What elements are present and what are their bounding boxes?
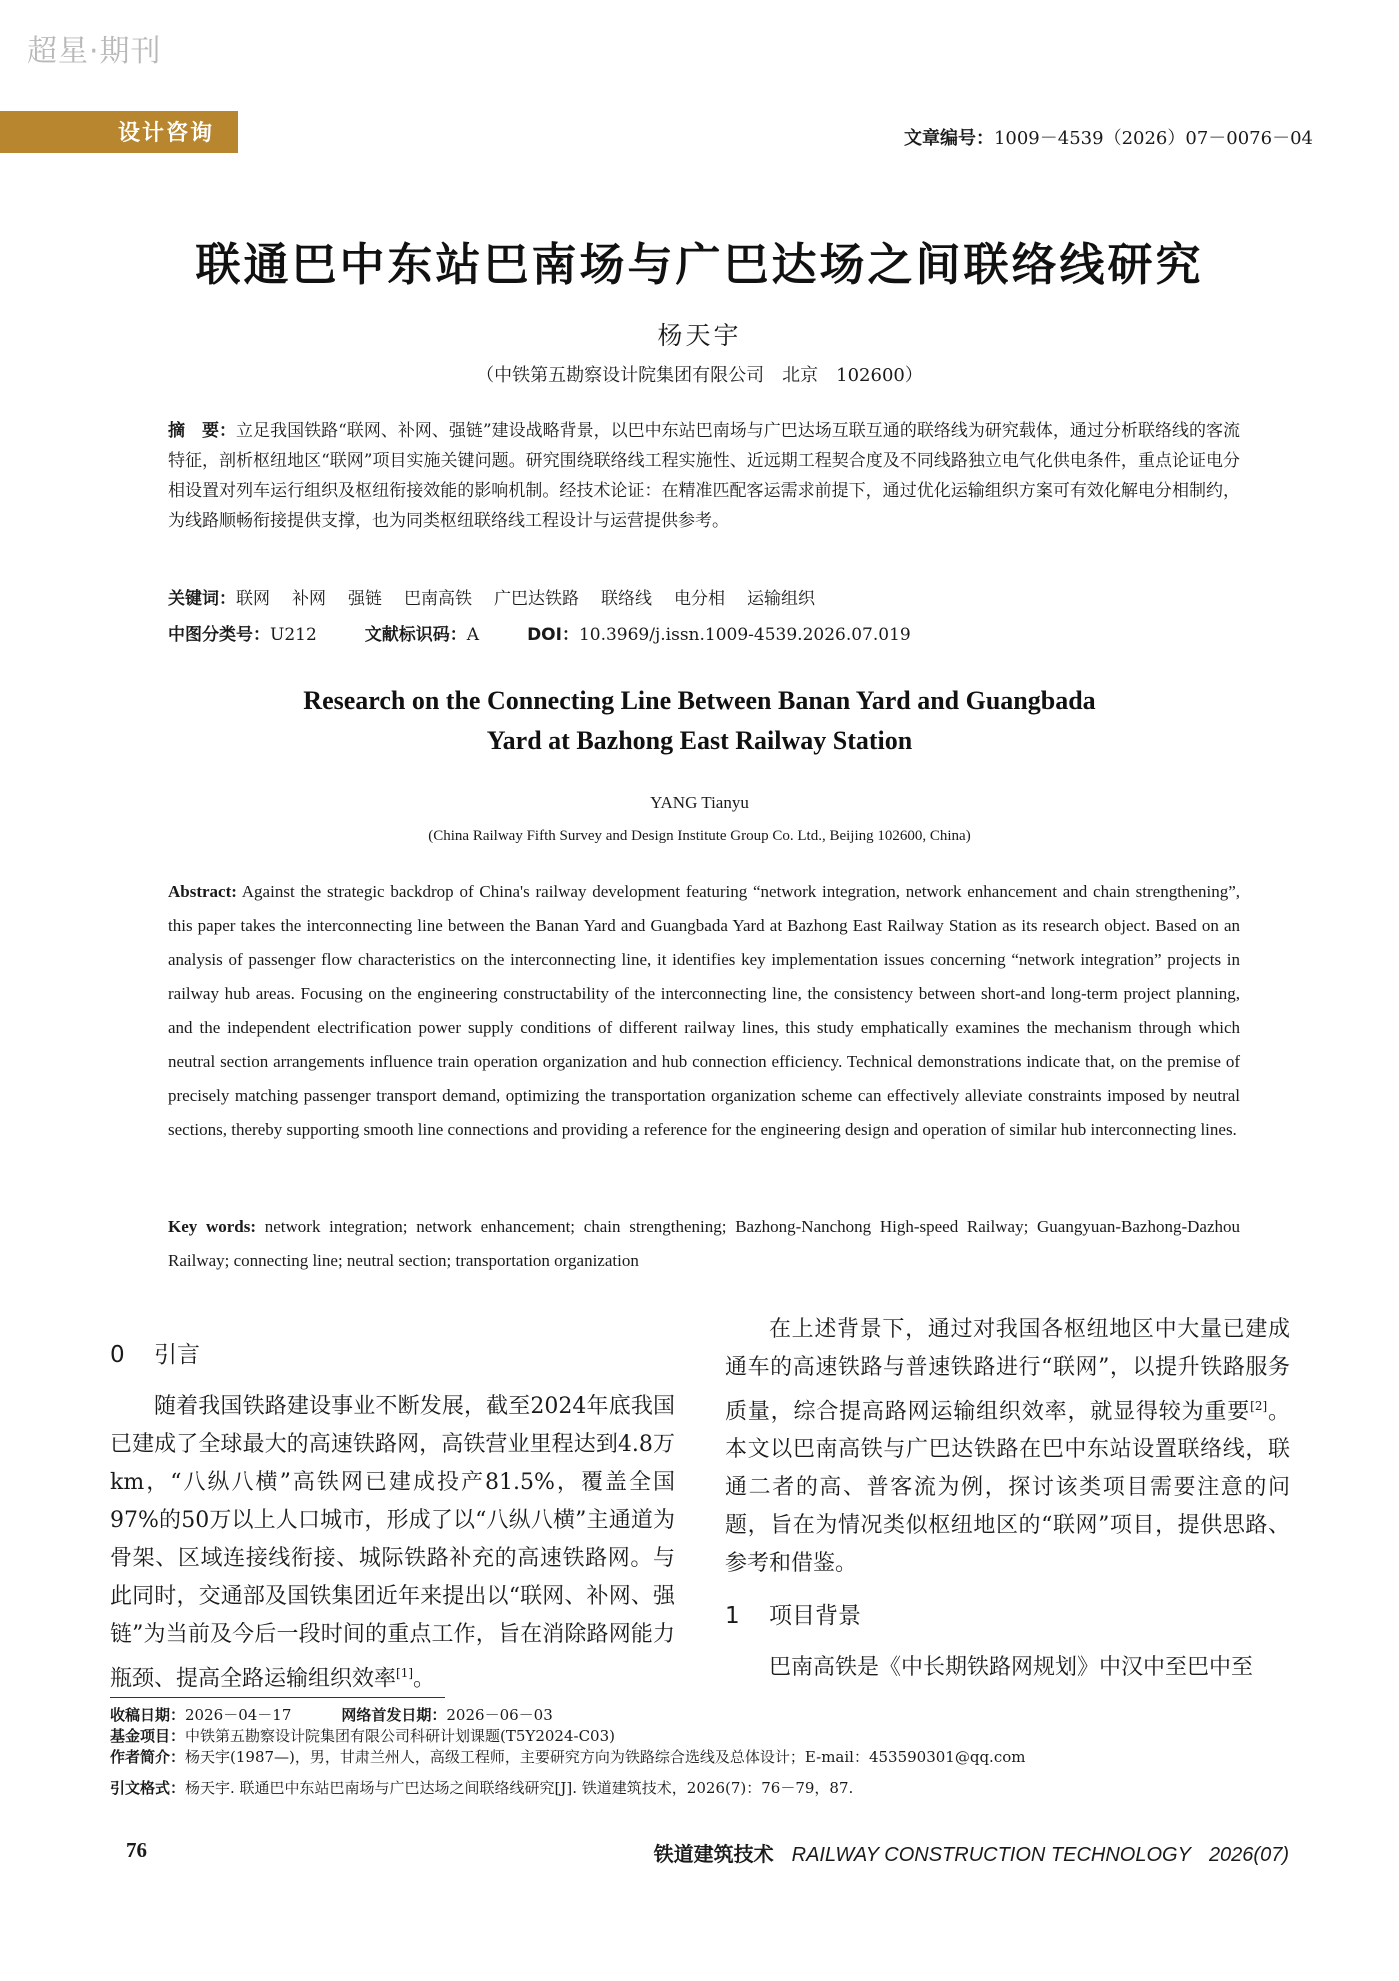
- keyword-item: 联网: [236, 589, 270, 609]
- fund-text: 中铁第五勘察设计院集团有限公司科研计划课题(T5Y2024-C03): [185, 1727, 615, 1745]
- body-column-left: [110, 1336, 675, 1698]
- journal-issue: 2026(07): [1208, 1844, 1289, 1866]
- brand-watermark: 超星·期刊: [27, 34, 162, 69]
- title-en-line2: Yard at Bazhong East Railway Station: [486, 726, 913, 755]
- title-en-line1: Research on the Connecting Line Between Banan Yard and Guangbada: [303, 686, 1096, 715]
- keywords-cn-label: 关键词：: [168, 589, 236, 609]
- section-tag: [0, 111, 238, 153]
- doi-label: DOI：: [527, 625, 579, 645]
- author-bio-label: 作者简介：: [110, 1748, 186, 1766]
- author-en: YANG Tianyu: [650, 793, 749, 812]
- doi-group: [527, 625, 911, 645]
- abstract-cn-label: 摘 要：: [168, 421, 237, 441]
- section-title: 引言: [154, 1342, 200, 1368]
- section-title: 项目背景: [769, 1603, 861, 1630]
- abstract-cn: [168, 416, 1240, 536]
- received-label: 收稿日期：: [110, 1706, 186, 1724]
- keyword-item: 补网: [292, 589, 326, 609]
- classification-line: [168, 620, 1240, 650]
- section-heading-background: [725, 1597, 1290, 1635]
- project-paragraph: 巴南高铁是《中长期铁路网规划》中汉中至巴中至: [769, 1655, 1254, 1681]
- doc-code-label: 文献标识码：: [364, 625, 467, 645]
- article-number-value: 1009－4539（2026）07－0076－04: [993, 128, 1313, 149]
- journal-name-en: RAILWAY CONSTRUCTION TECHNOLOGY: [791, 1844, 1191, 1866]
- intro-paragraph: [110, 1388, 675, 1698]
- footnote-dates: [110, 1705, 1290, 1726]
- cite-format-text: 杨天宇. 联通巴中东站巴南场与广巴达场之间联络线研究[J]. 铁道建筑技术，2026(7)：76－79，87.: [185, 1779, 854, 1797]
- journal-footer: [654, 1838, 1289, 1867]
- journal-name-cn: 铁道建筑技术: [653, 1842, 774, 1866]
- keywords-en: [168, 1210, 1240, 1278]
- background-paragraph: [725, 1311, 1290, 1583]
- keyword-item: 巴南高铁: [404, 589, 472, 609]
- keyword-item: 广巴达铁路: [494, 589, 579, 609]
- online-label: 网络首发日期：: [341, 1706, 447, 1724]
- footnote-fund: [110, 1726, 1290, 1747]
- fund-label: 基金项目：: [110, 1727, 186, 1745]
- clc-label: 中图分类号：: [168, 625, 270, 645]
- intro-text-end: 。: [413, 1666, 436, 1692]
- article-number-label: 文章编号：: [903, 128, 994, 149]
- keyword-item: 运输组织: [747, 589, 815, 609]
- author-cn: 杨天宇: [657, 321, 742, 350]
- abstract-cn-text: 立足我国铁路“联网、补网、强链”建设战略背景，以巴中东站巴南场与广巴达场互联互通的联络线为研究载体，通过分析联络线的客流特征，剖析枢纽地区“联网”项目实施关键问题。研究围绕联络线工程实施性、近远期工程契合度及不同线路独立电气化供电条件，重点论证电分相设置对列车运行组织及枢纽衔接效能的影响机制。经技术论证：在精准匹配客运需求前提下，通过优化运输组织方案可有效化解电分相制约，为线路顺畅衔接提供支撑，也为同类枢纽联络线工程设计与运营提供参考。: [168, 421, 1240, 531]
- cite-format-label: 引文格式：: [110, 1779, 186, 1797]
- title-en: [0, 681, 1399, 761]
- citation-ref: [2]: [1250, 1399, 1268, 1413]
- footnote-citation: [110, 1778, 1290, 1799]
- keyword-item: 电分相: [674, 589, 725, 609]
- keyword-item: 强链: [348, 589, 382, 609]
- keywords-en-label: Key words:: [168, 1217, 257, 1236]
- section-number: 1: [725, 1603, 740, 1630]
- doc-code-group: [365, 625, 479, 645]
- article-number: [904, 124, 1313, 150]
- section-number: 0: [110, 1342, 125, 1368]
- citation-ref: [1]: [396, 1666, 414, 1680]
- title-cn: 联通巴中东站巴南场与广巴达场之间联络线研究: [195, 238, 1204, 291]
- footnote-author: [110, 1747, 1290, 1768]
- abstract-en-text: Against the strategic backdrop of China's railway development featuring “network integration, network enhancement and chain strengthening”, this paper takes the interconnecting line between the Banan Yard and Guangbada Yard at Bazhong East Railway Station as its research object. Based on an analysis of passenger flow characteristics on the interconnecting line, it identifies key implementation issues concerning “network integration” projects in railway hub areas. Focusing on the engineering constructability of the interconnecting line, the consistency between short-and long-term project planning, and the independent electrification power supply conditions of different railway lines, this study emphatically examines the mechanism through which neutral section arrangements influence train operation organization and hub connection efficiency. Technical demonstrations indicate that, on the premise of precisely matching passenger transport demand, optimizing the transportation organization scheme can effectively alleviate constraints imposed by neutral sections, thereby supporting smooth line connections and providing a reference for the engineering design and operation of similar hub interconnecting lines.: [168, 882, 1240, 1139]
- affiliation-cn: （中铁第五勘察设计院集团有限公司 北京 102600）: [476, 365, 923, 386]
- body-column-right: [725, 1311, 1290, 1687]
- received-date: 2026－04－17: [185, 1706, 292, 1724]
- keyword-item: 联络线: [601, 589, 652, 609]
- abstract-en: [168, 875, 1240, 1147]
- background-text-end: 。本文以巴南高铁与广巴达铁路在巴中东站设置联络线，联通二者的高、普客流为例，探讨该类项目需要注意的问题，旨在为情况类似枢纽地区的“联网”项目，提供思路、参考和借鉴。: [725, 1399, 1290, 1577]
- section-tag-label: 设计咨询: [118, 121, 215, 146]
- doi-value: 10.3969/j.issn.1009-4539.2026.07.019: [578, 625, 911, 645]
- clc-group: [168, 625, 317, 645]
- clc-value: U212: [270, 625, 317, 645]
- keywords-cn: [168, 584, 1240, 614]
- section-heading-intro: [110, 1336, 675, 1374]
- intro-text: 随着我国铁路建设事业不断发展，截至2024年底我国已建成了全球最大的高速铁路网，高铁营业里程达到4.8万km，“八纵八横”高铁网已建成投产81.5%，覆盖全国97%的50万以上人口城市，形成了以“八纵八横”主通道为骨架、区域连接线衔接、城际铁路补充的高速铁路网。与此同时，交通部及国铁集团近年来提出以“联网、补网、强链”为当前及今后一段时间的重点工作，旨在消除路网能力瓶颈、提高全路运输组织效率: [110, 1394, 675, 1692]
- background-text: 在上述背景下，通过对我国各枢纽地区中大量已建成通车的高速铁路与普速铁路进行“联网”，以提升铁路服务质量，综合提高路网运输组织效率，就显得较为重要: [725, 1317, 1290, 1425]
- online-date: 2026－06－03: [446, 1706, 553, 1724]
- doc-code-value: A: [466, 625, 480, 645]
- abstract-en-label: Abstract:: [168, 882, 237, 901]
- affiliation-en: (China Railway Fifth Survey and Design Institute Group Co. Ltd., Beijing 102600, China): [428, 828, 971, 844]
- footnote-divider: [110, 1697, 445, 1698]
- keywords-en-text: network integration; network enhancement; chain strengthening; Bazhong-Nanchong High-speed Railway; Guangyuan-Bazhong-Dazhou Railway; connecting line; neutral section; transportation organization: [168, 1217, 1240, 1270]
- page-number: 76: [126, 1838, 147, 1862]
- author-bio-text: 杨天宇(1987—)，男，甘肃兰州人，高级工程师，主要研究方向为铁路综合选线及总体设计；E-mail：453590301@qq.com: [185, 1748, 1026, 1766]
